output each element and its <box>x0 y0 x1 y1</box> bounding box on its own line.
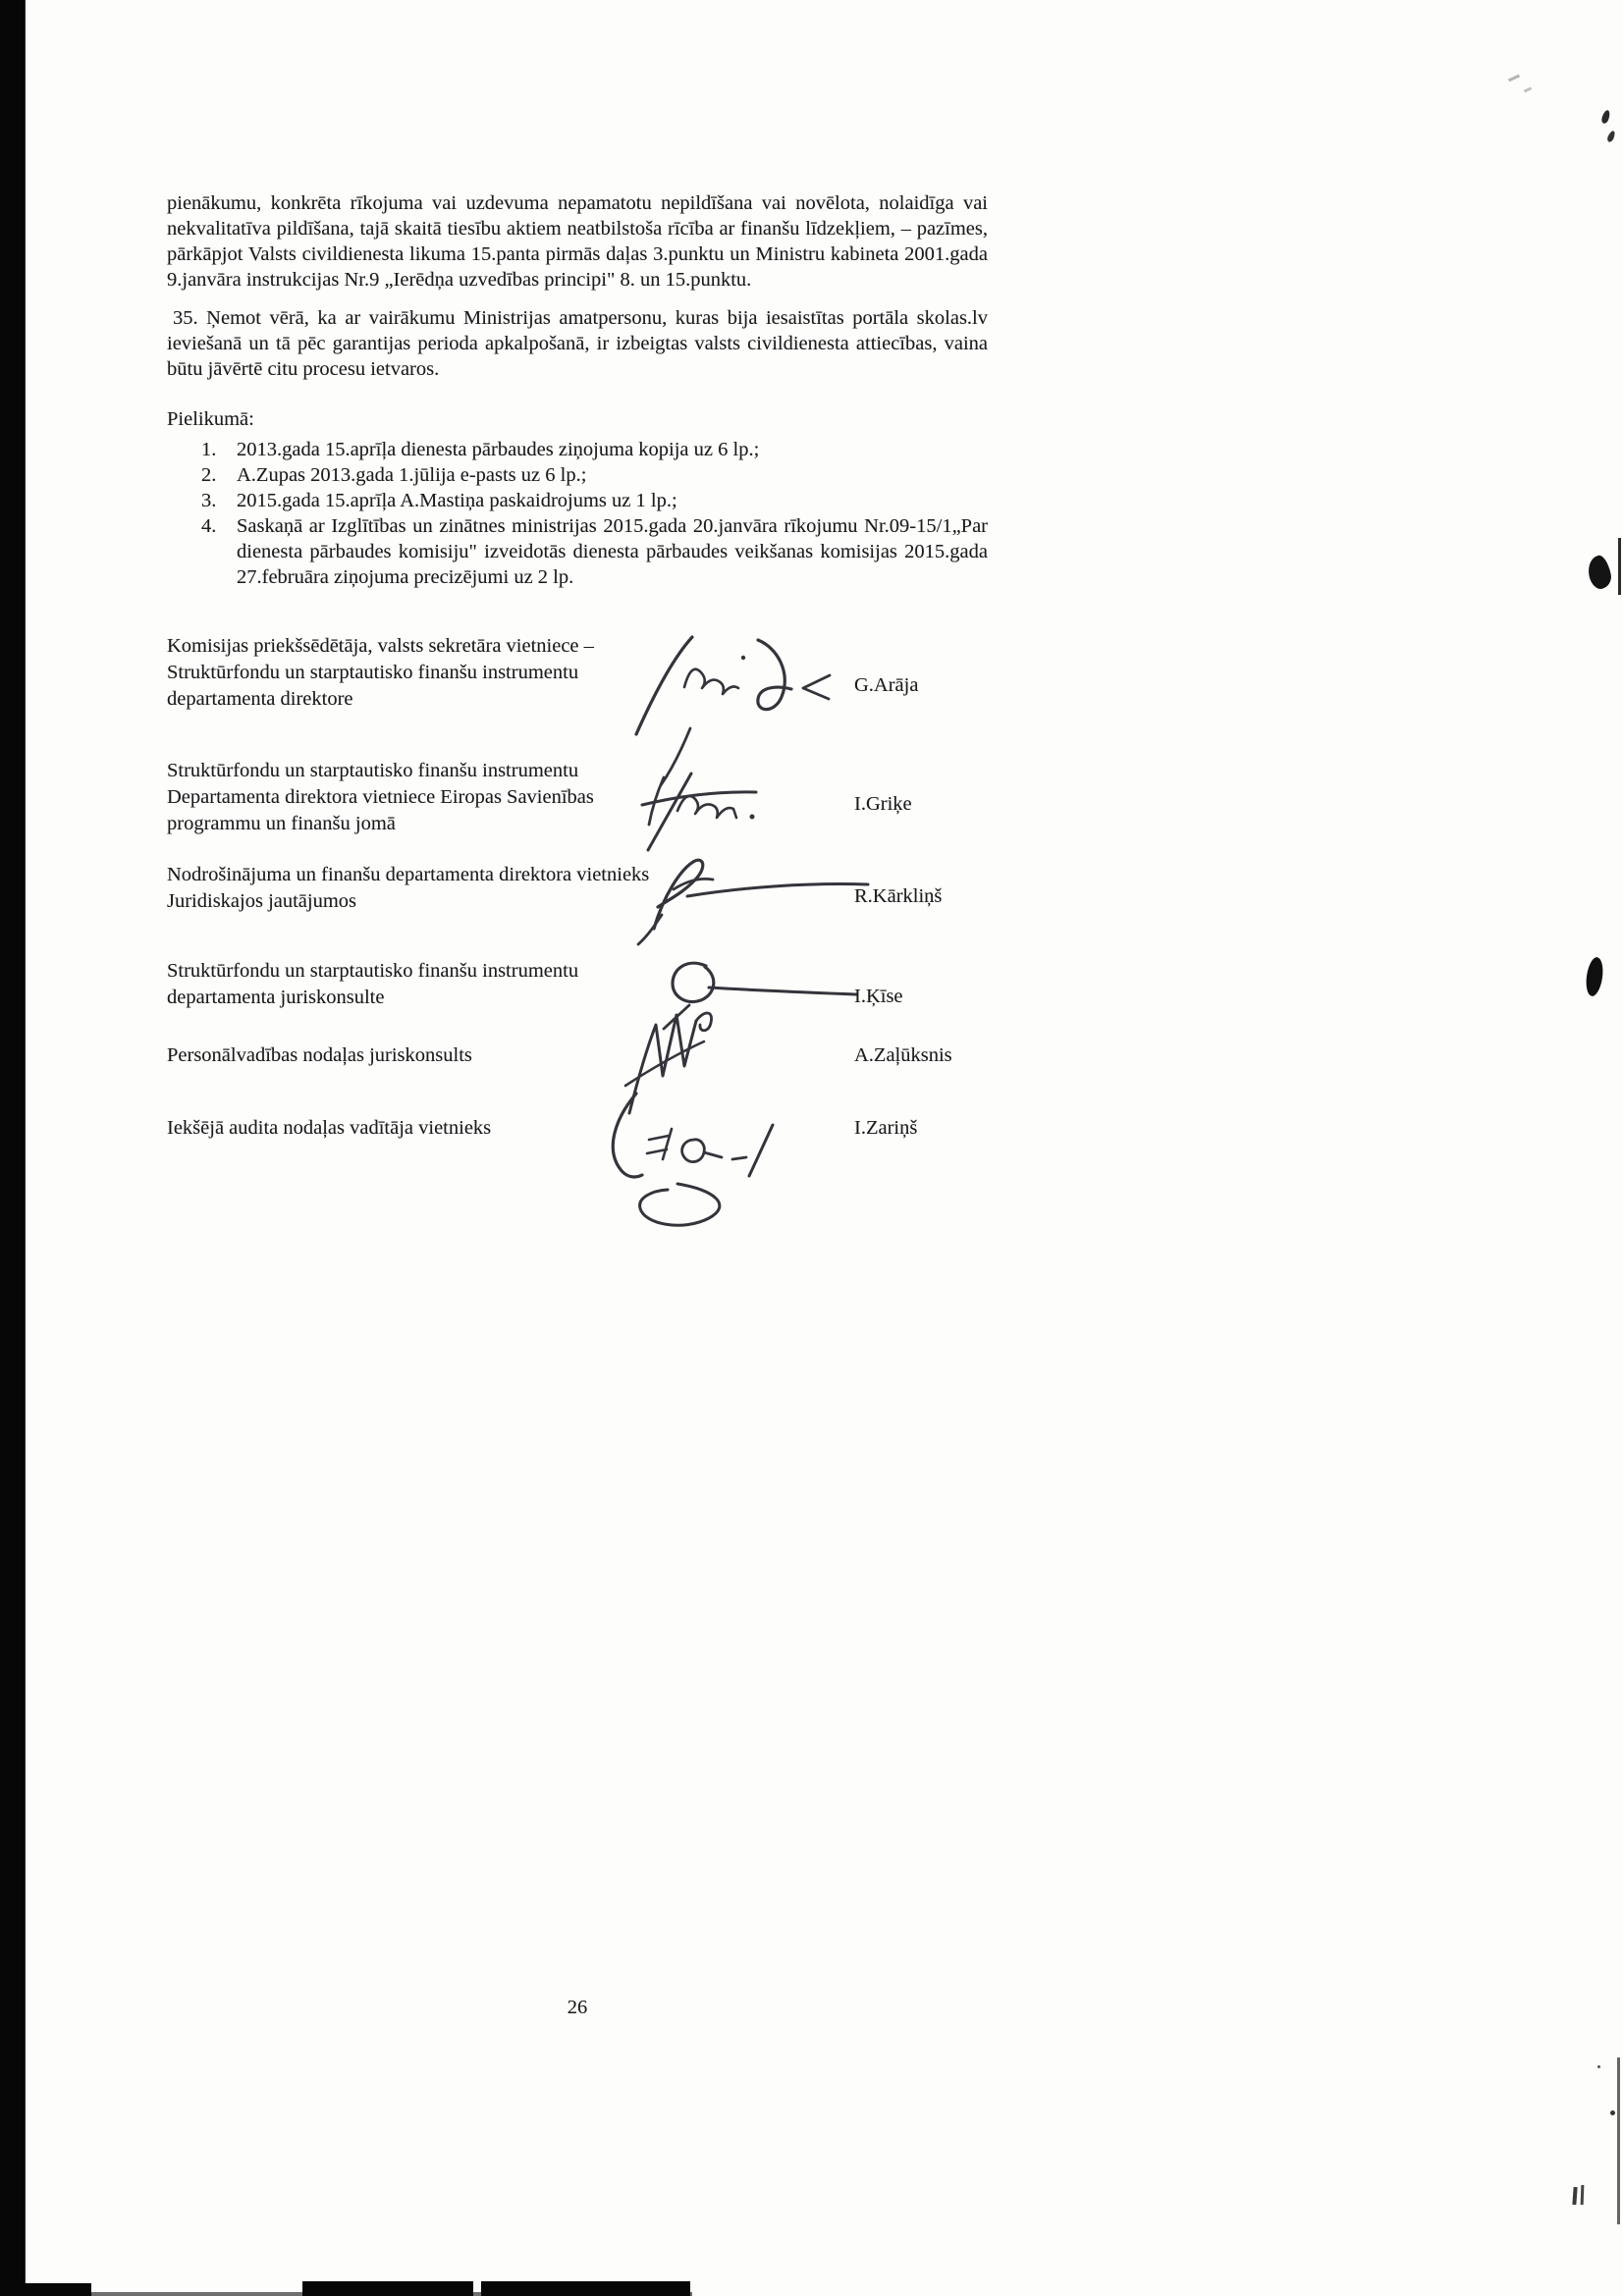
paragraph-continuation: pienākumu, konkrēta rīkojuma vai uzdevuma nepamatotu nepildīšana vai novēlota, nolaidīga vai nekvalitatīva pildīšana, tajā skaitā tiesību aktiem neatbilstoša rīcība ar finanšu līdzekļiem, – pazīmes, pārkāpjot Valsts civildienesta likuma 15.panta pirmās daļas 3.punktu un Ministru kabineta 2001.gada 9.janvāra instrukcijas Nr.9 „Ierēdņa uzvedības principi" 8. un 15.punktu. <box>167 192 988 291</box>
signatory-name: R.Kārkliņš <box>854 885 943 907</box>
attachment-item <box>201 513 988 590</box>
signature-block <box>167 633 1080 713</box>
attachment-number: 4. <box>201 515 217 537</box>
scan-artifact-bottom-bar <box>481 2281 690 2296</box>
signature-block <box>167 1115 1080 1142</box>
signature-title-line: Struktūrfondu un starptautisko finanšu instrumentu <box>167 760 579 781</box>
scan-artifact-ink-mark <box>1600 109 1611 124</box>
scan-artifact-dot <box>1597 2065 1600 2068</box>
signature-title-line: Iekšējā audita nodaļas vadītāja vietnieks <box>167 1117 492 1139</box>
signature-title <box>167 958 1080 1011</box>
attachment-text: 2013.gada 15.aprīļa dienesta pārbaudes ziņojuma kopija uz 6 lp.; <box>237 439 760 460</box>
signature-title-line: Komisijas priekšsēdētāja, valsts sekretāra vietniece – <box>167 635 594 657</box>
signatory-name: G.Arāja <box>854 674 919 696</box>
signature-block <box>167 958 1080 1011</box>
scan-artifact-left-edge-bar <box>0 0 26 2296</box>
signature-title-line: Juridiskajos jautājumos <box>167 890 357 912</box>
attachment-item <box>201 488 988 513</box>
attachment-text: A.Zupas 2013.gada 1.jūlija e-pasts uz 6 lp.; <box>237 464 587 486</box>
scan-artifact-ink-mark <box>1606 130 1616 142</box>
attachments-heading: Pielikumā: <box>167 408 254 430</box>
signatory-name: A.Zaļūksnis <box>854 1044 952 1066</box>
signature-title <box>167 758 1080 837</box>
scan-artifact-edge-line <box>1618 538 1621 595</box>
scan-artifact-pencil-mark <box>1508 75 1520 82</box>
attachment-number: 1. <box>201 439 217 460</box>
scan-artifact-pencil-mark <box>1524 86 1533 92</box>
body-text <box>167 190 988 590</box>
signatory-name: I.Griķe <box>854 793 912 815</box>
scan-artifact-edge-line <box>1617 2057 1620 2224</box>
attachment-number: 3. <box>201 490 217 511</box>
signature-title-line: Struktūrfondu un starptautisko finanšu instrumentu <box>167 662 579 683</box>
signature-title-line: Departamenta direktora vietniece Eiropas Savienības <box>167 786 594 808</box>
signature-title-line: Nodrošinājuma un finanšu departamenta direktora vietnieks <box>167 864 650 885</box>
scan-artifact-ink-blob <box>1584 956 1604 997</box>
attachment-item <box>201 437 988 462</box>
scan-artifact-dot <box>1610 2110 1615 2115</box>
scan-artifact-bottom-bar <box>25 2283 91 2296</box>
signature-block <box>167 862 1080 915</box>
page-number: 26 <box>567 1997 588 2018</box>
scan-artifact-bottom-bar <box>302 2281 473 2296</box>
signatory-name: I.Ķīse <box>854 986 903 1007</box>
signature-block <box>167 1042 1080 1069</box>
signature-block <box>167 758 1080 837</box>
scan-artifact-tick <box>1581 2185 1585 2205</box>
signature-title-line: programmu un finanšu jomā <box>167 813 396 834</box>
signature-title-line: Struktūrfondu un starptautisko finanšu instrumentu <box>167 960 579 982</box>
signature-title-line: Personālvadības nodaļas juriskonsults <box>167 1044 472 1066</box>
attachment-number: 2. <box>201 464 217 486</box>
scan-artifact-ink-blob <box>1586 554 1614 591</box>
attachment-text: 2015.gada 15.aprīļa A.Mastiņa paskaidrojums uz 1 lp.; <box>237 490 677 511</box>
paragraph-35: 35. Ņemot vērā, ka ar vairākumu Ministrijas amatpersonu, kuras bija iesaistītas portāla skolas.lv ieviešanā un tā pēc garantijas perioda apkalpošanā, ir izbeigtas valsts civildienesta attiecības, vaina būtu jāvērtē citu procesu ietvaros. <box>167 307 988 380</box>
attachment-text: Saskaņā ar Izglītības un zinātnes ministrijas 2015.gada 20.janvāra rīkojumu Nr.09-15/1„Par dienesta pārbaudes komisiju" izveidotās dienesta pārbaudes veikšanas komisijas 2015.gada 27.februāra ziņojuma precizējumi uz 2 lp. <box>237 515 988 588</box>
signature-title-line: departamenta juriskonsulte <box>167 987 385 1008</box>
signature-title <box>167 862 1080 915</box>
scan-artifact-tick <box>1572 2187 1577 2205</box>
signature-title <box>167 633 1080 713</box>
attachments-list <box>201 437 988 590</box>
signature-title-line: departamenta direktore <box>167 688 353 710</box>
signatory-name: I.Zariņš <box>854 1117 918 1139</box>
attachment-item <box>201 462 988 488</box>
signature-title <box>167 1115 1080 1142</box>
